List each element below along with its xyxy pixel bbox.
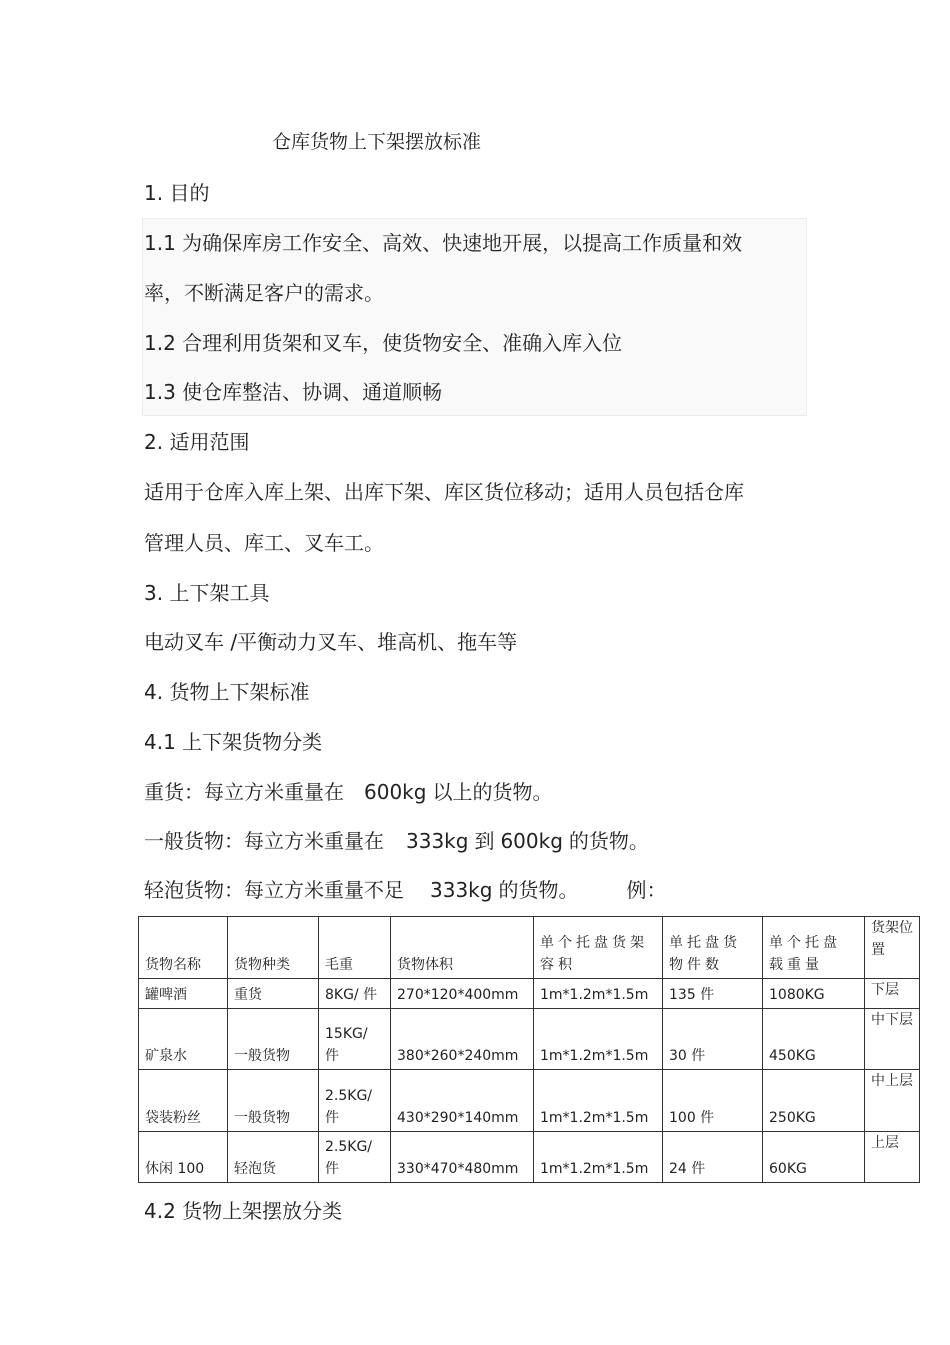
table-cell: 2.5KG/ 件 [319,1070,391,1132]
table-cell: 矿泉水 [139,1009,228,1070]
purpose-1-1-line2: 率，不断满足客户的需求。 [144,281,384,305]
scope-line2: 管理人员、库工、叉车工。 [144,531,384,555]
table-cell: 轻泡货 [228,1132,319,1183]
table-row [139,979,920,1009]
table-cell: 1m*1.2m*1.5m [534,979,663,1009]
table-cell: 中下层 [865,1009,920,1070]
table-cell: 430*290*140mm [391,1070,534,1132]
header-cell: 货架位置 [865,917,920,979]
light-example: 例： [626,878,667,902]
table-cell: 1m*1.2m*1.5m [534,1009,663,1070]
goods-table [138,916,920,1183]
table-header-row [139,917,920,979]
light-goods-line [144,878,666,902]
scope-line1: 适用于仓库入库上架、出库下架、库区货位移动；适用人员包括仓库 [144,480,744,504]
table-cell: 1m*1.2m*1.5m [534,1070,663,1132]
header-cell: 单个托盘载重量 [763,917,865,979]
table-cell: 中上层 [865,1070,920,1132]
table-cell: 100 件 [663,1070,763,1132]
section-3-heading: 3. 上下架工具 [144,581,270,605]
header-cell: 货物名称 [139,917,228,979]
table-cell: 上层 [865,1132,920,1183]
section-4-1-heading: 4.1 上下架货物分类 [144,730,323,754]
table-cell: 1080KG [763,979,865,1009]
general-goods-line [144,829,649,853]
table-cell: 2.5KG/ 件 [319,1132,391,1183]
light-label: 轻泡货物：每立方米重量不足 [144,878,404,902]
header-cell: 毛重 [319,917,391,979]
table-row [139,1070,920,1132]
table-cell: 24 件 [663,1132,763,1183]
table-cell: 450KG [763,1009,865,1070]
table-cell: 30 件 [663,1009,763,1070]
section-4-heading: 4. 货物上下架标准 [144,680,310,704]
tools-line: 电动叉车 /平衡动力叉车、堆高机、拖车等 [144,630,518,654]
section-4-2-heading: 4.2 货物上架摆放分类 [144,1199,343,1223]
heavy-goods-line [144,780,552,804]
light-value: 333kg [430,878,493,902]
general-to: 600kg [500,829,563,853]
heavy-value: 600kg [364,780,427,804]
table-cell: 135 件 [663,979,763,1009]
table-cell: 袋装粉丝 [139,1070,228,1132]
table-row [139,1009,920,1070]
table-cell: 重货 [228,979,319,1009]
header-cell: 货物种类 [228,917,319,979]
table-cell: 下层 [865,979,920,1009]
table-cell: 330*470*480mm [391,1132,534,1183]
table-cell: 380*260*240mm [391,1009,534,1070]
general-tail: 的货物。 [568,829,649,853]
section-2-heading: 2. 适用范围 [144,430,250,454]
header-cell: 货物体积 [391,917,534,979]
general-label: 一般货物：每立方米重量在 [144,829,384,853]
header-cell: 单个托盘货架容积 [534,917,663,979]
table-cell: 60KG [763,1132,865,1183]
table-cell: 8KG/ 件 [319,979,391,1009]
header-cell: 单托盘货物件数 [663,917,763,979]
light-tail: 的货物。 [498,878,579,902]
purpose-1-3: 1.3 使仓库整洁、协调、通道顺畅 [144,380,443,404]
table-cell: 一般货物 [228,1070,319,1132]
table-row [139,1132,920,1183]
heavy-tail: 以上的货物。 [432,780,553,804]
purpose-1-2: 1.2 合理利用货架和叉车，使货物安全、准确入库入位 [144,331,623,355]
heavy-label: 重货：每立方米重量在 [144,780,344,804]
table-cell: 250KG [763,1070,865,1132]
purpose-1-1-line1: 1.1 为确保库房工作安全、高效、快速地开展，以提高工作质量和效 [144,231,743,255]
document-title: 仓库货物上下架摆放标准 [272,131,482,153]
general-from: 333kg [406,829,469,853]
table-cell: 休闲 100 [139,1132,228,1183]
general-to-word: 到 [474,829,495,853]
section-1-heading: 1. 目的 [144,181,210,205]
table-cell: 270*120*400mm [391,979,534,1009]
table-cell: 15KG/ 件 [319,1009,391,1070]
table-cell: 一般货物 [228,1009,319,1070]
table-cell: 罐啤酒 [139,979,228,1009]
table-cell: 1m*1.2m*1.5m [534,1132,663,1183]
